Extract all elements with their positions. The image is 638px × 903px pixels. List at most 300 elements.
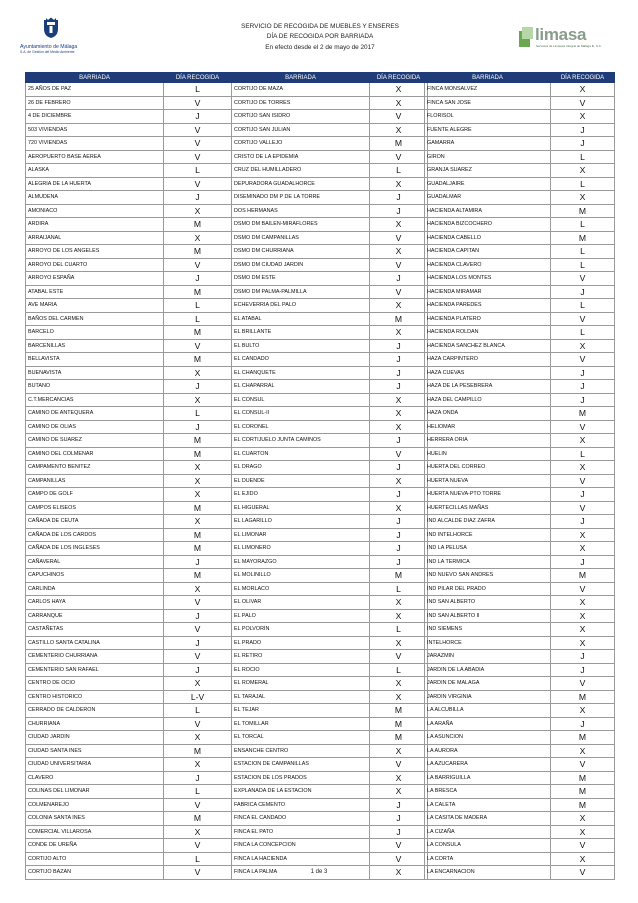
table-row xyxy=(232,218,428,232)
collection-day: V xyxy=(164,596,232,610)
collection-day: M xyxy=(164,245,232,259)
collection-day: M xyxy=(551,798,615,812)
barriada-name: ARROYO DE LOS ANGELES xyxy=(26,245,164,259)
collection-day: X xyxy=(370,96,428,110)
collection-day: X xyxy=(164,204,232,218)
table-row xyxy=(425,744,615,758)
collection-day: V xyxy=(551,582,615,596)
collection-day: L xyxy=(551,245,615,259)
barriada-name: HAZA CUEVAS xyxy=(425,366,551,380)
collection-day: J xyxy=(370,812,428,826)
collection-day: J xyxy=(370,798,428,812)
barriada-name: 26 DE FEBRERO xyxy=(26,96,164,110)
collection-day: X xyxy=(551,825,615,839)
barriada-name: LA BARRIGUILLA xyxy=(425,771,551,785)
barriada-name: LA ASUNCION xyxy=(425,731,551,745)
collection-day: X xyxy=(370,407,428,421)
table-row xyxy=(26,609,232,623)
table-row xyxy=(232,650,428,664)
table-row xyxy=(425,245,615,259)
barriada-name: CASTAÑETAS xyxy=(26,623,164,637)
table-row xyxy=(232,231,428,245)
collection-day: J xyxy=(164,420,232,434)
collection-day: V xyxy=(551,677,615,691)
barriada-name: EL PALO xyxy=(232,609,370,623)
table-row xyxy=(232,731,428,745)
barriada-name: IND ALCALDE DIAZ ZAFRA xyxy=(425,515,551,529)
barriada-name: FINCA MONSALVEZ xyxy=(425,83,551,97)
collection-day: V xyxy=(551,474,615,488)
table-row xyxy=(26,839,232,853)
table-row xyxy=(425,164,615,178)
collection-day: V xyxy=(164,137,232,151)
table-row xyxy=(425,825,615,839)
table-row xyxy=(26,528,232,542)
table-row xyxy=(425,731,615,745)
table-row xyxy=(425,569,615,583)
collection-day: M xyxy=(370,312,428,326)
table-row xyxy=(232,744,428,758)
collection-day: V xyxy=(551,272,615,286)
table-row xyxy=(26,137,232,151)
barriada-name: EL EJIDO xyxy=(232,488,370,502)
table-row xyxy=(26,744,232,758)
table-row xyxy=(26,285,232,299)
table-row xyxy=(26,177,232,191)
barriada-name: EL PRADO xyxy=(232,636,370,650)
collection-day: J xyxy=(551,555,615,569)
table-row xyxy=(425,137,615,151)
collection-day: M xyxy=(164,528,232,542)
barriada-name: LA AURORA xyxy=(425,744,551,758)
barriada-name: JARDIN DE LA ABADIA xyxy=(425,663,551,677)
barriada-name: LA CONSULA xyxy=(425,839,551,853)
barriada-name: DSMO DM CHURRIANA xyxy=(232,245,370,259)
table-row xyxy=(232,515,428,529)
collection-day: X xyxy=(370,744,428,758)
collection-day: L xyxy=(551,218,615,232)
barriada-name: EL CORONEL xyxy=(232,420,370,434)
barriada-name: EL BRILLANTE xyxy=(232,326,370,340)
collection-day: J xyxy=(164,609,232,623)
collection-day: X xyxy=(164,488,232,502)
table-row xyxy=(26,461,232,475)
collection-day: M xyxy=(370,731,428,745)
table-row xyxy=(26,339,232,353)
collection-day: M xyxy=(164,353,232,367)
barriada-name: CAÑADA DE LOS CARDOS xyxy=(26,528,164,542)
barriada-name: FINCA SAN JOSE xyxy=(425,96,551,110)
collection-day: M xyxy=(164,447,232,461)
table-row xyxy=(26,393,232,407)
table-row xyxy=(26,798,232,812)
table-row xyxy=(425,717,615,731)
table-row xyxy=(425,704,615,718)
collection-day: J xyxy=(551,380,615,394)
table-row xyxy=(26,245,232,259)
table-row xyxy=(26,191,232,205)
barriada-name: CERRADO DE CALDERON xyxy=(26,704,164,718)
barriada-name: DOS HERMANAS xyxy=(232,204,370,218)
barriada-name: COMERCIAL VILLAROSA xyxy=(26,825,164,839)
barriada-name: CEMENTERIO SAN RAFAEL xyxy=(26,663,164,677)
collection-day: M xyxy=(164,285,232,299)
barriada-name: EL POLVORIN xyxy=(232,623,370,637)
collection-day: X xyxy=(164,731,232,745)
collection-day: J xyxy=(370,825,428,839)
collection-day: M xyxy=(164,434,232,448)
table-row xyxy=(232,488,428,502)
collection-day: J xyxy=(370,272,428,286)
barriada-name: CAÑADA DE CEUTA xyxy=(26,515,164,529)
barriada-name: ALASKA xyxy=(26,164,164,178)
column-header-barriada: BARRIADA xyxy=(232,73,370,83)
barriada-name: EL CORTIJUELO JUNTA CAMINOS xyxy=(232,434,370,448)
barriada-name: DSMO DM CIUDAD JARDIN xyxy=(232,258,370,272)
collection-day: X xyxy=(164,461,232,475)
table-row xyxy=(232,542,428,556)
table-row xyxy=(26,785,232,799)
table-row xyxy=(425,542,615,556)
table-row xyxy=(26,623,232,637)
table-row xyxy=(26,474,232,488)
barriada-name: CAMINO DE SUAREZ xyxy=(26,434,164,448)
collection-day: X xyxy=(551,434,615,448)
barriada-name: CAÑAVERAL xyxy=(26,555,164,569)
barriada-name: HUERTA DEL CORREO xyxy=(425,461,551,475)
collection-day: X xyxy=(551,339,615,353)
collection-day: J xyxy=(551,717,615,731)
barriada-name: EL CANDADO xyxy=(232,353,370,367)
table-row xyxy=(425,623,615,637)
table-row xyxy=(425,852,615,866)
barriada-name: CRUZ DEL HUMILLADERO xyxy=(232,164,370,178)
collection-day: M xyxy=(164,542,232,556)
barriada-name: EL MOLINILLO xyxy=(232,569,370,583)
barriada-name: HACIENDA ALTAMIRA xyxy=(425,204,551,218)
collection-day: L xyxy=(551,447,615,461)
barriada-name: HACIENDA BIZCOCHERO xyxy=(425,218,551,232)
table-row xyxy=(26,555,232,569)
barriada-name: EL TOMILLAR xyxy=(232,717,370,731)
table-row xyxy=(232,852,428,866)
table-row xyxy=(232,636,428,650)
table-row xyxy=(232,555,428,569)
collection-day: L xyxy=(370,623,428,637)
table-row xyxy=(232,204,428,218)
collection-day: M xyxy=(164,501,232,515)
barriada-name: BARCELO xyxy=(26,326,164,340)
barriada-name: CIUDAD UNIVERSITARIA xyxy=(26,758,164,772)
barriada-name: CARLOS HAYA xyxy=(26,596,164,610)
barriada-name: GIRON xyxy=(425,150,551,164)
collection-day: L xyxy=(164,299,232,313)
collection-day: L xyxy=(551,150,615,164)
collection-day: M xyxy=(551,569,615,583)
collection-day: V xyxy=(370,758,428,772)
table-row xyxy=(232,582,428,596)
barriada-name: COLMENAREJO xyxy=(26,798,164,812)
collection-day: V xyxy=(370,839,428,853)
collection-day: X xyxy=(551,461,615,475)
collection-day: X xyxy=(551,636,615,650)
table-row xyxy=(26,312,232,326)
barriada-name: ARROYO ESPAÑA xyxy=(26,272,164,286)
barriada-name: IND SAN ALBERTO xyxy=(425,596,551,610)
collection-day: J xyxy=(370,461,428,475)
barriada-name: COLONIA SANTA INES xyxy=(26,812,164,826)
collection-day: J xyxy=(551,515,615,529)
table-row xyxy=(232,447,428,461)
table-row xyxy=(232,191,428,205)
header-line-1: SERVICIO DE RECOGIDA DE MUEBLES Y ENSERES xyxy=(241,23,399,30)
table-row xyxy=(232,690,428,704)
table-row xyxy=(26,218,232,232)
collection-day: V xyxy=(370,852,428,866)
collection-day: J xyxy=(370,339,428,353)
table-row xyxy=(232,434,428,448)
collection-day: V xyxy=(370,231,428,245)
table-row xyxy=(232,528,428,542)
barriada-name: HUERTECILLAS MAÑAS xyxy=(425,501,551,515)
limasa-subtitle: Servicios de Limpieza Integral de Málaga III, S.A. xyxy=(536,44,602,48)
barriada-name: EL CONSUL xyxy=(232,393,370,407)
collection-day: V xyxy=(164,177,232,191)
table-row xyxy=(425,353,615,367)
table-row xyxy=(232,177,428,191)
barriada-name: C.T.MERCANCIAS xyxy=(26,393,164,407)
table-row xyxy=(425,785,615,799)
table-row xyxy=(26,812,232,826)
table-row xyxy=(232,137,428,151)
table-row xyxy=(425,326,615,340)
barriada-name: CORTIJO ALTO xyxy=(26,852,164,866)
table-row xyxy=(26,731,232,745)
barriada-name: ESTACION DE LOS PRADOS xyxy=(232,771,370,785)
barriada-name: CORTIJO DE MAZA xyxy=(232,83,370,97)
barriada-name: CEMENTERIO CHURRIANA xyxy=(26,650,164,664)
collection-day: X xyxy=(370,636,428,650)
barriada-name: ALEGRIA DE LA HUERTA xyxy=(26,177,164,191)
barriada-name: AMONIACO xyxy=(26,204,164,218)
barriada-name: DSMO DM CAMPANILLAS xyxy=(232,231,370,245)
collection-day: X xyxy=(551,110,615,124)
column-header-dia: DÍA RECOGIDA xyxy=(370,73,428,83)
barriada-name: CAMPANILLAS xyxy=(26,474,164,488)
collection-day: V xyxy=(551,839,615,853)
table-row xyxy=(232,339,428,353)
table-row xyxy=(26,110,232,124)
table-row xyxy=(26,164,232,178)
table-row xyxy=(232,596,428,610)
table-row xyxy=(26,677,232,691)
table-row xyxy=(232,569,428,583)
collection-day: X xyxy=(551,542,615,556)
collection-day: X xyxy=(370,474,428,488)
collection-day: L xyxy=(164,83,232,97)
barriada-name: EL LIMONERO xyxy=(232,542,370,556)
barriada-name: ESTACION DE CAMPANILLAS xyxy=(232,758,370,772)
barriada-name: IND INTELHORCE xyxy=(425,528,551,542)
table-row xyxy=(425,393,615,407)
collection-day: X xyxy=(370,771,428,785)
barriada-name: HACIENDA ROLDAN xyxy=(425,326,551,340)
table-row xyxy=(26,434,232,448)
collection-day: V xyxy=(370,447,428,461)
barriada-name: ALMUDENA xyxy=(26,191,164,205)
table-row xyxy=(232,420,428,434)
collection-day: X xyxy=(370,596,428,610)
table-row xyxy=(425,434,615,448)
column-header-dia: DÍA RECOGIDA xyxy=(551,73,615,83)
table-row xyxy=(425,501,615,515)
table-row xyxy=(232,380,428,394)
collection-day: V xyxy=(370,650,428,664)
table-row xyxy=(232,785,428,799)
collection-day: V xyxy=(551,96,615,110)
table-row xyxy=(232,461,428,475)
collection-day: V xyxy=(370,150,428,164)
table-row xyxy=(425,461,615,475)
barriada-name: HACIENDA CABELLO xyxy=(425,231,551,245)
table-row xyxy=(26,582,232,596)
collection-day: M xyxy=(164,218,232,232)
collection-day: L xyxy=(551,326,615,340)
collection-day: X xyxy=(551,83,615,97)
table-row xyxy=(232,501,428,515)
column-header-dia: DÍA RECOGIDA xyxy=(164,73,232,83)
collection-day: M xyxy=(551,231,615,245)
table-row xyxy=(26,353,232,367)
barriada-name: EL DRAGO xyxy=(232,461,370,475)
collection-day: J xyxy=(551,285,615,299)
barriada-name: HACIENDA CAPITAN xyxy=(425,245,551,259)
barriada-name: CAMINO DEL COLMENAR xyxy=(26,447,164,461)
barriada-name: FINCA LA PALMA xyxy=(232,866,370,880)
table-row xyxy=(26,231,232,245)
table-row xyxy=(425,690,615,704)
limasa-logo xyxy=(518,22,614,52)
collection-day: J xyxy=(370,434,428,448)
collection-day: X xyxy=(370,690,428,704)
collection-day: M xyxy=(164,569,232,583)
barriada-name: CAÑADA DE LOS INGLESES xyxy=(26,542,164,556)
table-row xyxy=(425,123,615,137)
barriada-name: CARRANQUE xyxy=(26,609,164,623)
table-row xyxy=(425,528,615,542)
limasa-mark-icon xyxy=(518,26,534,48)
collection-day: V xyxy=(164,866,232,880)
collection-day: L xyxy=(370,164,428,178)
table-row xyxy=(425,150,615,164)
collection-day: L xyxy=(551,258,615,272)
collection-day: X xyxy=(164,231,232,245)
barriada-name: LA CORTA xyxy=(425,852,551,866)
barriada-name: CHURRIANA xyxy=(26,717,164,731)
barriada-name: IND SIEMENS xyxy=(425,623,551,637)
barriada-name: FINCA LA CONCEPCION xyxy=(232,839,370,853)
barriada-name: JARAZMIN xyxy=(425,650,551,664)
table-row xyxy=(232,353,428,367)
table-row xyxy=(26,636,232,650)
collection-day: J xyxy=(370,366,428,380)
table-row xyxy=(26,299,232,313)
collection-day: X xyxy=(164,515,232,529)
collection-day: X xyxy=(551,704,615,718)
table-row xyxy=(26,407,232,421)
table-row xyxy=(232,96,428,110)
collection-day: X xyxy=(551,852,615,866)
table-row xyxy=(425,231,615,245)
collection-day: L xyxy=(164,407,232,421)
table-row xyxy=(26,272,232,286)
barriada-name: EXPLANADA DE LA ESTACION xyxy=(232,785,370,799)
ayuntamiento-logo xyxy=(20,17,104,59)
table-row xyxy=(232,326,428,340)
barriada-name: LA BRESCA xyxy=(425,785,551,799)
barriada-name: BUTANO xyxy=(26,380,164,394)
collection-day: X xyxy=(551,609,615,623)
barriada-name: EL LIMONAR xyxy=(232,528,370,542)
barriada-name: AEROPUERTO BASE AEREA xyxy=(26,150,164,164)
collection-day: V xyxy=(164,339,232,353)
table-row xyxy=(26,758,232,772)
collection-day: V xyxy=(164,96,232,110)
table-row xyxy=(425,650,615,664)
collection-day: X xyxy=(164,474,232,488)
collection-day: M xyxy=(551,785,615,799)
table-row xyxy=(232,245,428,259)
table-row xyxy=(232,312,428,326)
barriada-name: BELLAVISTA xyxy=(26,353,164,367)
table-row xyxy=(425,258,615,272)
collection-day: M xyxy=(551,771,615,785)
table-row xyxy=(425,555,615,569)
collection-day: X xyxy=(370,393,428,407)
barriada-name: CORTIJO DE TORRES xyxy=(232,96,370,110)
header-line-3: En efecto desde el 2 de mayo de 2017 xyxy=(265,43,375,51)
collection-day: V xyxy=(551,501,615,515)
collection-day: M xyxy=(164,326,232,340)
barriada-name: HACIENDA PAREDES xyxy=(425,299,551,313)
collection-day: V xyxy=(164,717,232,731)
table-row xyxy=(425,488,615,502)
barriada-name: CAMPOS ELISEOS xyxy=(26,501,164,515)
collection-day: J xyxy=(370,488,428,502)
barriada-name: DEPURADORA GUADALHORCE xyxy=(232,177,370,191)
table-row xyxy=(425,596,615,610)
collection-day: L xyxy=(164,704,232,718)
table-row xyxy=(26,488,232,502)
table-row xyxy=(26,704,232,718)
table-row xyxy=(425,83,615,97)
barriada-name: HACIENDA MIRAMAR xyxy=(425,285,551,299)
collection-day: J xyxy=(370,353,428,367)
barriada-name: LA ARAÑA xyxy=(425,717,551,731)
table-row xyxy=(26,326,232,340)
table-row xyxy=(232,798,428,812)
table-row xyxy=(425,515,615,529)
barriada-name: ENSANCHE CENTRO xyxy=(232,744,370,758)
barriada-name: IND LA TERMICA xyxy=(425,555,551,569)
collection-day: V xyxy=(164,123,232,137)
collection-day: J xyxy=(370,528,428,542)
collection-day: J xyxy=(551,137,615,151)
table-row xyxy=(26,825,232,839)
collection-day: M xyxy=(370,137,428,151)
collection-day: J xyxy=(164,771,232,785)
barriada-name: CIUDAD JARDIN xyxy=(26,731,164,745)
